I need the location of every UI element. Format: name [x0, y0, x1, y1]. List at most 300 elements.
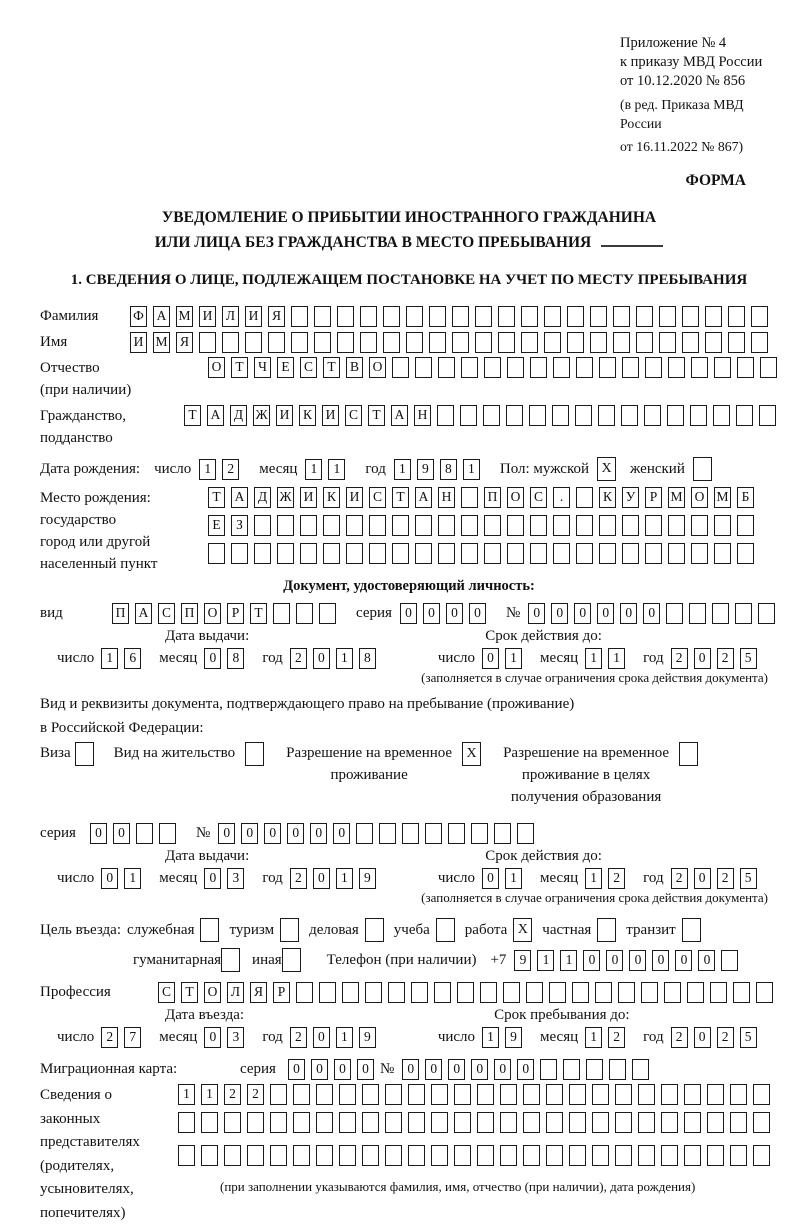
- form-cell[interactable]: [254, 515, 271, 536]
- form-cell[interactable]: [408, 1112, 425, 1133]
- form-cell[interactable]: [437, 405, 454, 426]
- form-cell[interactable]: [546, 1112, 563, 1133]
- form-cell[interactable]: [707, 1112, 724, 1133]
- form-cell[interactable]: Л: [227, 982, 244, 1003]
- form-cell[interactable]: 5: [740, 1027, 757, 1048]
- form-cell[interactable]: [592, 1112, 609, 1133]
- form-cell[interactable]: Е: [277, 357, 294, 378]
- form-cell[interactable]: 0: [204, 868, 221, 889]
- form-cell[interactable]: [434, 982, 451, 1003]
- form-cell[interactable]: [300, 515, 317, 536]
- form-cell[interactable]: Ж: [253, 405, 270, 426]
- form-cell[interactable]: [222, 332, 239, 353]
- form-cell[interactable]: А: [207, 405, 224, 426]
- form-cell[interactable]: [613, 306, 630, 327]
- form-cell[interactable]: 2: [717, 868, 734, 889]
- form-cell[interactable]: [575, 405, 592, 426]
- form-cell[interactable]: [383, 332, 400, 353]
- form-cell[interactable]: [714, 357, 731, 378]
- form-cell[interactable]: С: [158, 603, 175, 624]
- form-cell[interactable]: 9: [417, 459, 434, 480]
- form-cell[interactable]: [684, 1112, 701, 1133]
- form-cell[interactable]: [667, 405, 684, 426]
- migration-series-cells[interactable]: [288, 1059, 380, 1080]
- form-cell[interactable]: [705, 306, 722, 327]
- form-cell[interactable]: [507, 543, 524, 564]
- form-cell[interactable]: [408, 1084, 425, 1105]
- form-cell[interactable]: 0: [606, 950, 623, 971]
- form-cell[interactable]: [615, 1145, 632, 1166]
- form-cell[interactable]: [362, 1112, 379, 1133]
- form-cell[interactable]: 2: [290, 648, 307, 669]
- form-cell[interactable]: [342, 982, 359, 1003]
- form-cell[interactable]: 1: [305, 459, 322, 480]
- form-cell[interactable]: [408, 1145, 425, 1166]
- form-cell[interactable]: Т: [181, 982, 198, 1003]
- form-cell[interactable]: Н: [414, 405, 431, 426]
- form-cell[interactable]: [316, 1084, 333, 1105]
- form-cell[interactable]: [438, 543, 455, 564]
- form-cell[interactable]: [737, 543, 754, 564]
- form-cell[interactable]: [728, 332, 745, 353]
- form-cell[interactable]: 8: [227, 648, 244, 669]
- form-cell[interactable]: 2: [224, 1084, 241, 1105]
- form-cell[interactable]: [159, 823, 176, 844]
- form-cell[interactable]: 0: [482, 868, 499, 889]
- form-cell[interactable]: [759, 405, 776, 426]
- form-cell[interactable]: [521, 332, 538, 353]
- form-cell[interactable]: [231, 543, 248, 564]
- form-cell[interactable]: 2: [608, 1027, 625, 1048]
- form-cell[interactable]: [569, 1112, 586, 1133]
- form-cell[interactable]: 1: [124, 868, 141, 889]
- form-cell[interactable]: Т: [323, 357, 340, 378]
- form-cell[interactable]: 1: [336, 648, 353, 669]
- form-cell[interactable]: [753, 1145, 770, 1166]
- form-cell[interactable]: 0: [675, 950, 692, 971]
- form-cell[interactable]: 1: [463, 459, 480, 480]
- form-cell[interactable]: 0: [517, 1059, 534, 1080]
- form-cell[interactable]: [530, 543, 547, 564]
- form-cell[interactable]: [224, 1145, 241, 1166]
- form-cell[interactable]: 0: [583, 950, 600, 971]
- form-cell[interactable]: И: [276, 405, 293, 426]
- form-cell[interactable]: [454, 1145, 471, 1166]
- form-cell[interactable]: [477, 1145, 494, 1166]
- form-cell[interactable]: [494, 823, 511, 844]
- form-cell[interactable]: [690, 405, 707, 426]
- birth-place-cells-row1[interactable]: [208, 487, 760, 508]
- form-cell[interactable]: [567, 332, 584, 353]
- form-cell[interactable]: [544, 306, 561, 327]
- form-cell[interactable]: [365, 982, 382, 1003]
- form-cell[interactable]: [362, 1084, 379, 1105]
- form-cell[interactable]: [733, 982, 750, 1003]
- form-cell[interactable]: [707, 1084, 724, 1105]
- residence-issue-month-cells[interactable]: [204, 868, 250, 889]
- form-cell[interactable]: 9: [359, 868, 376, 889]
- form-cell[interactable]: [484, 357, 501, 378]
- form-cell[interactable]: [638, 1112, 655, 1133]
- form-cell[interactable]: [500, 1084, 517, 1105]
- form-cell[interactable]: Д: [254, 487, 271, 508]
- form-cell[interactable]: 0: [241, 823, 258, 844]
- form-cell[interactable]: [530, 515, 547, 536]
- form-cell[interactable]: [666, 603, 683, 624]
- residence-expiry-month-cells[interactable]: [585, 868, 631, 889]
- purpose-business-checkbox[interactable]: [365, 918, 384, 942]
- form-cell[interactable]: [484, 515, 501, 536]
- form-cell[interactable]: [638, 1145, 655, 1166]
- form-cell[interactable]: [136, 823, 153, 844]
- form-cell[interactable]: 0: [357, 1059, 374, 1080]
- form-cell[interactable]: [705, 332, 722, 353]
- form-cell[interactable]: [270, 1084, 287, 1105]
- form-cell[interactable]: 0: [698, 950, 715, 971]
- form-cell[interactable]: [425, 823, 442, 844]
- form-cell[interactable]: [645, 357, 662, 378]
- form-cell[interactable]: С: [345, 405, 362, 426]
- form-cell[interactable]: 0: [113, 823, 130, 844]
- form-cell[interactable]: 0: [597, 603, 614, 624]
- form-cell[interactable]: [689, 603, 706, 624]
- form-cell[interactable]: П: [112, 603, 129, 624]
- birth-day-cells[interactable]: [199, 459, 245, 480]
- form-cell[interactable]: 0: [288, 1059, 305, 1080]
- form-cell[interactable]: О: [691, 487, 708, 508]
- form-cell[interactable]: [503, 982, 520, 1003]
- form-cell[interactable]: Б: [737, 487, 754, 508]
- form-cell[interactable]: [339, 1145, 356, 1166]
- form-cell[interactable]: [622, 515, 639, 536]
- form-cell[interactable]: [751, 306, 768, 327]
- form-cell[interactable]: С: [369, 487, 386, 508]
- form-cell[interactable]: [618, 982, 635, 1003]
- form-cell[interactable]: [721, 950, 738, 971]
- form-cell[interactable]: [369, 515, 386, 536]
- form-cell[interactable]: [452, 332, 469, 353]
- form-cell[interactable]: [598, 405, 615, 426]
- form-cell[interactable]: [199, 332, 216, 353]
- expiry-month-cells[interactable]: [585, 648, 631, 669]
- residence-issue-day-cells[interactable]: [101, 868, 147, 889]
- form-cell[interactable]: Я: [250, 982, 267, 1003]
- form-cell[interactable]: [661, 1112, 678, 1133]
- entry-month-cells[interactable]: [204, 1027, 250, 1048]
- form-cell[interactable]: [737, 357, 754, 378]
- purpose-other-checkbox[interactable]: [282, 948, 301, 972]
- form-cell[interactable]: [576, 357, 593, 378]
- form-cell[interactable]: [682, 306, 699, 327]
- form-cell[interactable]: [454, 1112, 471, 1133]
- stay-month-cells[interactable]: [585, 1027, 631, 1048]
- form-cell[interactable]: 0: [334, 1059, 351, 1080]
- form-cell[interactable]: 1: [505, 648, 522, 669]
- form-cell[interactable]: Я: [176, 332, 193, 353]
- form-cell[interactable]: 1: [560, 950, 577, 971]
- form-cell[interactable]: [360, 306, 377, 327]
- form-cell[interactable]: [360, 332, 377, 353]
- form-cell[interactable]: [201, 1112, 218, 1133]
- issue-day-cells[interactable]: [101, 648, 147, 669]
- form-cell[interactable]: [645, 543, 662, 564]
- form-cell[interactable]: П: [181, 603, 198, 624]
- form-cell[interactable]: [523, 1145, 540, 1166]
- form-cell[interactable]: 0: [574, 603, 591, 624]
- form-cell[interactable]: [247, 1145, 264, 1166]
- form-cell[interactable]: [590, 306, 607, 327]
- form-cell[interactable]: [452, 306, 469, 327]
- form-cell[interactable]: 1: [608, 648, 625, 669]
- form-cell[interactable]: 0: [620, 603, 637, 624]
- form-cell[interactable]: И: [199, 306, 216, 327]
- form-cell[interactable]: [687, 982, 704, 1003]
- form-cell[interactable]: 0: [425, 1059, 442, 1080]
- form-cell[interactable]: [728, 306, 745, 327]
- form-cell[interactable]: 1: [101, 648, 118, 669]
- form-cell[interactable]: [323, 543, 340, 564]
- form-cell[interactable]: 2: [671, 648, 688, 669]
- form-cell[interactable]: [438, 357, 455, 378]
- form-cell[interactable]: 9: [359, 1027, 376, 1048]
- form-cell[interactable]: И: [245, 306, 262, 327]
- purpose-work-checkbox[interactable]: [513, 918, 532, 942]
- form-cell[interactable]: Р: [273, 982, 290, 1003]
- form-cell[interactable]: [638, 1084, 655, 1105]
- form-cell[interactable]: [595, 982, 612, 1003]
- form-cell[interactable]: [572, 982, 589, 1003]
- form-cell[interactable]: [664, 982, 681, 1003]
- form-cell[interactable]: [636, 332, 653, 353]
- form-cell[interactable]: [544, 332, 561, 353]
- form-cell[interactable]: [406, 306, 423, 327]
- form-cell[interactable]: [691, 515, 708, 536]
- form-cell[interactable]: [415, 357, 432, 378]
- form-cell[interactable]: 1: [585, 1027, 602, 1048]
- form-cell[interactable]: [576, 515, 593, 536]
- form-cell[interactable]: [293, 1145, 310, 1166]
- form-cell[interactable]: И: [346, 487, 363, 508]
- form-cell[interactable]: [526, 982, 543, 1003]
- form-cell[interactable]: Р: [645, 487, 662, 508]
- form-cell[interactable]: [385, 1084, 402, 1105]
- form-cell[interactable]: [224, 1112, 241, 1133]
- surname-cells[interactable]: [130, 306, 774, 327]
- sex-male-checkbox[interactable]: [597, 457, 616, 481]
- form-cell[interactable]: [429, 306, 446, 327]
- patronymic-cells[interactable]: [208, 357, 783, 378]
- form-cell[interactable]: [314, 332, 331, 353]
- form-cell[interactable]: 0: [264, 823, 281, 844]
- form-cell[interactable]: [365, 918, 384, 942]
- form-cell[interactable]: 0: [313, 1027, 330, 1048]
- visa-checkbox[interactable]: [75, 742, 94, 766]
- form-cell[interactable]: [379, 823, 396, 844]
- form-cell[interactable]: [314, 306, 331, 327]
- form-cell[interactable]: [385, 1112, 402, 1133]
- form-cell[interactable]: [477, 1084, 494, 1105]
- form-cell[interactable]: [753, 1084, 770, 1105]
- form-cell[interactable]: [586, 1059, 603, 1080]
- form-cell[interactable]: Ч: [254, 357, 271, 378]
- form-cell[interactable]: [461, 357, 478, 378]
- form-cell[interactable]: [293, 1112, 310, 1133]
- form-cell[interactable]: [622, 357, 639, 378]
- form-cell[interactable]: 1: [482, 1027, 499, 1048]
- form-cell[interactable]: [392, 543, 409, 564]
- residence-issue-year-cells[interactable]: [290, 868, 382, 889]
- form-cell[interactable]: А: [135, 603, 152, 624]
- form-cell[interactable]: [661, 1145, 678, 1166]
- form-cell[interactable]: 9: [505, 1027, 522, 1048]
- form-cell[interactable]: [208, 543, 225, 564]
- form-cell[interactable]: [319, 603, 336, 624]
- form-cell[interactable]: 1: [394, 459, 411, 480]
- form-cell[interactable]: [644, 405, 661, 426]
- form-cell[interactable]: [346, 543, 363, 564]
- form-cell[interactable]: [337, 332, 354, 353]
- form-cell[interactable]: [714, 543, 731, 564]
- form-cell[interactable]: [221, 948, 240, 972]
- form-cell[interactable]: [590, 332, 607, 353]
- form-cell[interactable]: 2: [717, 648, 734, 669]
- form-cell[interactable]: 2: [101, 1027, 118, 1048]
- phone-cells[interactable]: [514, 950, 744, 971]
- form-cell[interactable]: С: [158, 982, 175, 1003]
- form-cell[interactable]: [280, 918, 299, 942]
- form-cell[interactable]: [296, 982, 313, 1003]
- form-cell[interactable]: [736, 405, 753, 426]
- form-cell[interactable]: [454, 1084, 471, 1105]
- form-cell[interactable]: [415, 543, 432, 564]
- form-cell[interactable]: [632, 1059, 649, 1080]
- form-cell[interactable]: 2: [717, 1027, 734, 1048]
- purpose-transit-checkbox[interactable]: [682, 918, 701, 942]
- residence-series-cells[interactable]: [90, 823, 182, 844]
- form-cell[interactable]: [569, 1145, 586, 1166]
- form-cell[interactable]: [615, 1084, 632, 1105]
- form-cell[interactable]: А: [231, 487, 248, 508]
- form-cell[interactable]: [431, 1145, 448, 1166]
- form-cell[interactable]: З: [231, 515, 248, 536]
- form-cell[interactable]: [597, 918, 616, 942]
- form-cell[interactable]: 0: [528, 603, 545, 624]
- form-cell[interactable]: [431, 1084, 448, 1105]
- form-cell[interactable]: [356, 823, 373, 844]
- form-cell[interactable]: 8: [440, 459, 457, 480]
- form-cell[interactable]: [546, 1084, 563, 1105]
- form-cell[interactable]: А: [153, 306, 170, 327]
- form-cell[interactable]: [576, 543, 593, 564]
- form-cell[interactable]: [337, 306, 354, 327]
- form-cell[interactable]: [475, 306, 492, 327]
- form-cell[interactable]: 0: [333, 823, 350, 844]
- form-cell[interactable]: 3: [227, 1027, 244, 1048]
- form-cell[interactable]: [523, 1084, 540, 1105]
- form-cell[interactable]: [392, 357, 409, 378]
- form-cell[interactable]: [200, 918, 219, 942]
- form-cell[interactable]: О: [369, 357, 386, 378]
- expiry-day-cells[interactable]: [482, 648, 528, 669]
- form-cell[interactable]: [438, 515, 455, 536]
- form-cell[interactable]: [245, 742, 264, 766]
- form-cell[interactable]: [636, 306, 653, 327]
- form-cell[interactable]: [436, 918, 455, 942]
- form-cell[interactable]: И: [300, 487, 317, 508]
- form-cell[interactable]: 0: [482, 648, 499, 669]
- form-cell[interactable]: 1: [178, 1084, 195, 1105]
- form-cell[interactable]: 1: [328, 459, 345, 480]
- form-cell[interactable]: 0: [471, 1059, 488, 1080]
- form-cell[interactable]: [622, 543, 639, 564]
- form-cell[interactable]: [553, 515, 570, 536]
- entry-day-cells[interactable]: [101, 1027, 147, 1048]
- residence-number-cells[interactable]: [218, 823, 540, 844]
- form-cell[interactable]: 8: [359, 648, 376, 669]
- form-cell[interactable]: [457, 982, 474, 1003]
- form-cell[interactable]: 2: [671, 1027, 688, 1048]
- stay-day-cells[interactable]: [482, 1027, 528, 1048]
- form-cell[interactable]: [730, 1145, 747, 1166]
- form-cell[interactable]: [599, 357, 616, 378]
- form-cell[interactable]: [730, 1112, 747, 1133]
- form-cell[interactable]: [369, 543, 386, 564]
- form-cell[interactable]: М: [176, 306, 193, 327]
- form-cell[interactable]: О: [208, 357, 225, 378]
- representatives-cells-row1[interactable]: [178, 1084, 776, 1105]
- form-cell[interactable]: 0: [218, 823, 235, 844]
- form-cell[interactable]: [621, 405, 638, 426]
- form-cell[interactable]: 1: [537, 950, 554, 971]
- form-cell[interactable]: [553, 543, 570, 564]
- stay-year-cells[interactable]: [671, 1027, 763, 1048]
- form-cell[interactable]: 2: [247, 1084, 264, 1105]
- form-cell[interactable]: Т: [368, 405, 385, 426]
- form-cell[interactable]: Т: [184, 405, 201, 426]
- form-cell[interactable]: [659, 306, 676, 327]
- form-cell[interactable]: 0: [204, 648, 221, 669]
- form-cell[interactable]: 0: [694, 868, 711, 889]
- expiry-year-cells[interactable]: [671, 648, 763, 669]
- form-cell[interactable]: [475, 332, 492, 353]
- form-cell[interactable]: [684, 1145, 701, 1166]
- form-cell[interactable]: [319, 982, 336, 1003]
- form-cell[interactable]: 0: [694, 1027, 711, 1048]
- form-cell[interactable]: [201, 1145, 218, 1166]
- citizenship-cells[interactable]: [184, 405, 782, 426]
- form-cell[interactable]: [254, 543, 271, 564]
- form-cell[interactable]: [385, 1145, 402, 1166]
- form-cell[interactable]: [282, 948, 301, 972]
- form-cell[interactable]: [406, 332, 423, 353]
- form-cell[interactable]: [549, 982, 566, 1003]
- form-cell[interactable]: Д: [230, 405, 247, 426]
- form-cell[interactable]: [613, 332, 630, 353]
- form-cell[interactable]: [760, 357, 777, 378]
- form-cell[interactable]: [756, 982, 773, 1003]
- representatives-cells-row3[interactable]: [178, 1145, 776, 1166]
- form-cell[interactable]: [316, 1112, 333, 1133]
- form-cell[interactable]: У: [622, 487, 639, 508]
- form-cell[interactable]: .: [553, 487, 570, 508]
- form-cell[interactable]: [461, 543, 478, 564]
- form-cell[interactable]: [383, 306, 400, 327]
- form-cell[interactable]: 2: [671, 868, 688, 889]
- purpose-study-checkbox[interactable]: [436, 918, 455, 942]
- form-cell[interactable]: [546, 1145, 563, 1166]
- form-cell[interactable]: М: [668, 487, 685, 508]
- form-cell[interactable]: [477, 1112, 494, 1133]
